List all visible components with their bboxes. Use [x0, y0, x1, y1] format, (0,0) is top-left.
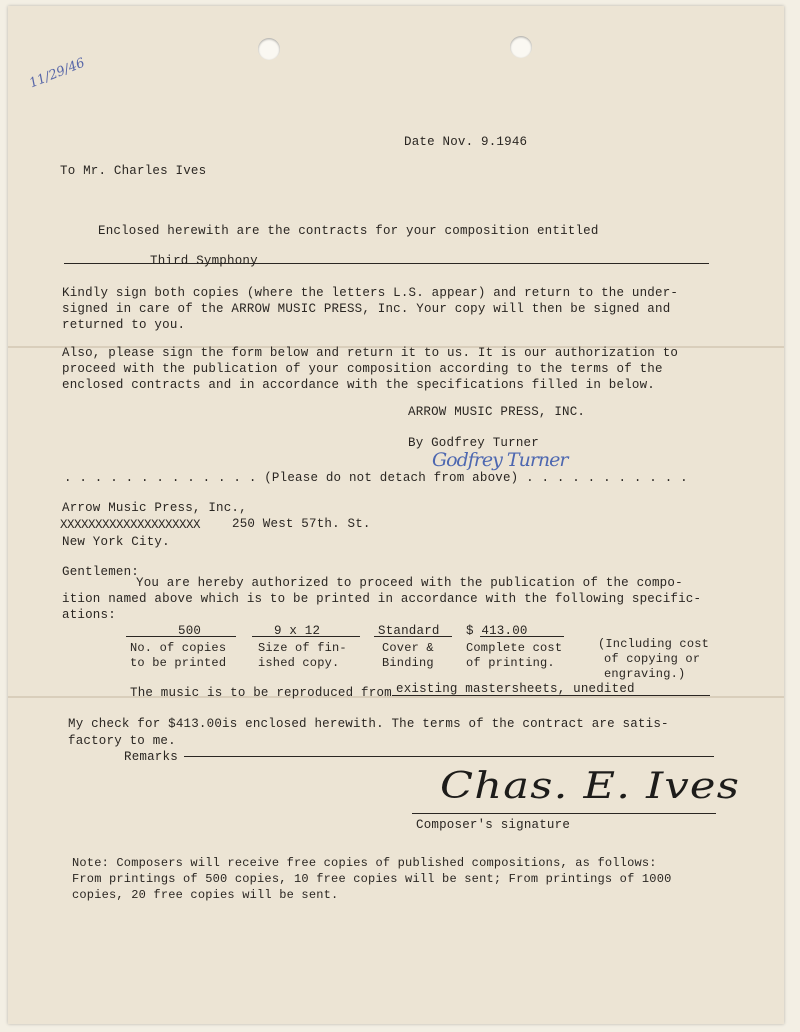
- auth-text-line: ition named above which is to be printed in accordance with the following specific-: [62, 592, 702, 606]
- cost-note: of copying or: [604, 652, 701, 666]
- paper-crease: [8, 696, 784, 698]
- signature-underline: [412, 813, 716, 814]
- copies-label: No. of copies: [130, 641, 227, 655]
- company-name: ARROW MUSIC PRESS, INC.: [408, 405, 586, 419]
- punch-hole: [258, 38, 280, 60]
- para1-line: returned to you.: [62, 318, 186, 332]
- salutation: Gentlemen:: [62, 565, 140, 579]
- copies-value: 500: [178, 624, 202, 638]
- copies-underline: [126, 636, 236, 637]
- para1-line: signed in care of the ARROW MUSIC PRESS, Inc. Your copy will then be signed and: [62, 302, 671, 316]
- cost-underline: [480, 636, 564, 637]
- cost-note: (Including cost: [598, 637, 710, 651]
- remarks-underline: [184, 756, 714, 757]
- cost-note: engraving.): [604, 667, 686, 681]
- composer-signature-label: Composer's signature: [416, 818, 571, 832]
- reproduced-label: The music is to be reproduced from: [130, 686, 392, 700]
- by-line: By Godfrey Turner: [408, 436, 539, 450]
- note-line: From printings of 500 copies, 10 free copies will be sent; From printings of 1000: [72, 872, 672, 886]
- check-line-post: is enclosed herewith. The terms of the contract are satis-: [222, 717, 669, 731]
- para2-line: proceed with the publication of your composition according to the terms of the: [62, 362, 663, 376]
- size-label: Size of fin-: [258, 641, 347, 655]
- size-underline: [252, 636, 360, 637]
- note-line: copies, 20 free copies will be sent.: [72, 888, 339, 902]
- auth-text-line: You are hereby authorized to proceed with the publication of the compo-: [136, 576, 683, 590]
- cost-label: of printing.: [466, 656, 555, 670]
- date-line: Date Nov. 9.1946: [404, 135, 528, 149]
- copies-label: to be printed: [130, 656, 227, 670]
- intro-text: Enclosed herewith are the contracts for your composition entitled: [98, 224, 599, 238]
- cover-label: Cover &: [382, 641, 434, 655]
- size-value: 9 x 12: [274, 624, 321, 638]
- reproduced-underline: [392, 695, 710, 696]
- ives-signature: Chas. E. Ives: [440, 766, 741, 807]
- address-city: New York City.: [62, 535, 170, 549]
- punch-hole: [510, 36, 532, 58]
- size-label: ished copy.: [258, 656, 340, 670]
- cover-value: Standard: [378, 624, 440, 638]
- detach-line: . . . . . . . . . . . . . (Please do not detach from above) . . . . . . . . . . .: [64, 471, 688, 485]
- auth-text-line: ations:: [62, 608, 116, 622]
- note-line: Note: Composers will receive free copies of published compositions, as follows:: [72, 856, 657, 870]
- turner-signature: Godfrey Turner: [432, 449, 568, 471]
- cost-value: $ 413.00: [466, 624, 528, 638]
- cover-underline: [374, 636, 452, 637]
- check-line: [68, 717, 669, 731]
- composition-title: Third Symphony: [150, 254, 258, 268]
- struck-text: XXXXXXXXXXXXXXXXXXXX: [60, 518, 201, 532]
- para2-line: enclosed contracts and in accordance with the specifications filled in below.: [62, 378, 655, 392]
- check-line-pre: My check for $: [68, 717, 176, 731]
- cover-label: Binding: [382, 656, 434, 670]
- pencil-date-note: 11/29/46: [27, 55, 88, 92]
- address-line1: Arrow Music Press, Inc.,: [62, 501, 247, 515]
- para1-line: Kindly sign both copies (where the letters L.S. appear) and return to the under-: [62, 286, 679, 300]
- cost-label: Complete cost: [466, 641, 563, 655]
- remarks-label: Remarks: [124, 750, 178, 764]
- address-street: 250 West 57th. St.: [232, 517, 371, 531]
- para2-line: Also, please sign the form below and return it to us. It is our authorization to: [62, 346, 679, 360]
- reproduced-value: existing mastersheets, unedited: [396, 682, 635, 696]
- check-amount: 413.00: [175, 717, 223, 731]
- check-line2: factory to me.: [68, 734, 176, 748]
- addressee: To Mr. Charles Ives: [60, 164, 207, 178]
